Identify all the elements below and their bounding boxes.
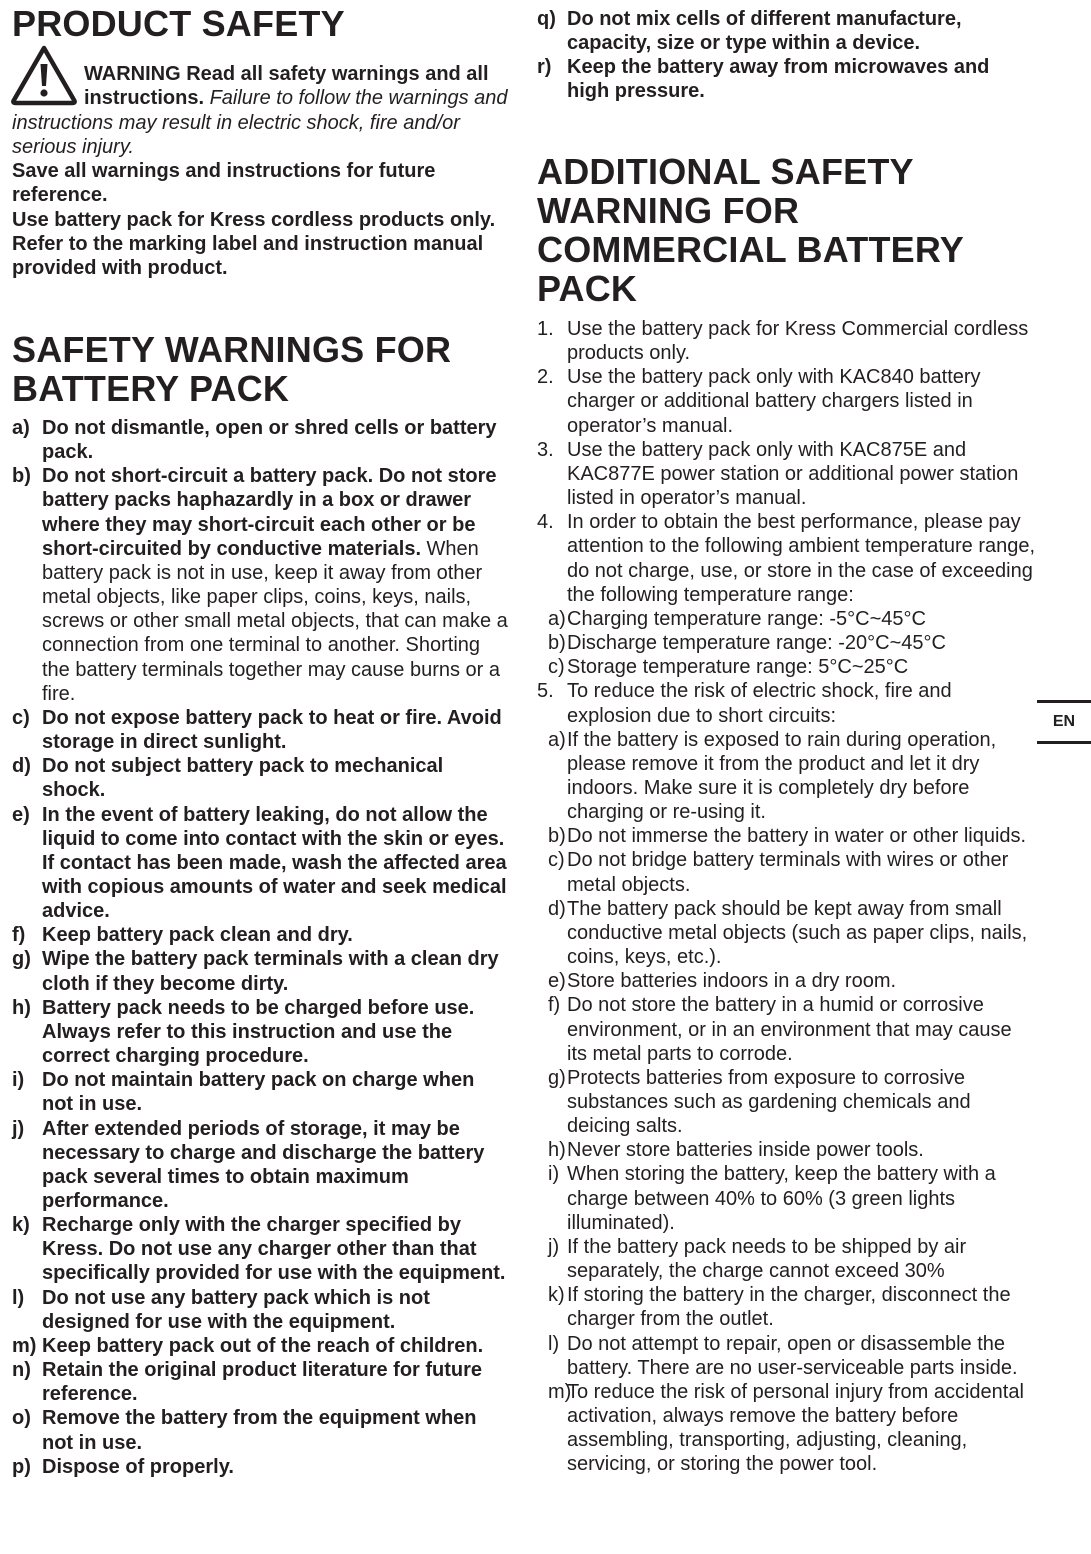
list-item-text: When storing the battery, keep the battery with a charge between 40% to 60% (3 green lights illuminated). (567, 1163, 996, 1234)
language-tab-label: EN (1052, 713, 1076, 730)
list-item-marker: 1. (537, 318, 554, 340)
list-item (12, 803, 510, 924)
list-item-bold-text: Retain the original product literature for future reference. (42, 1359, 483, 1406)
sub-list-item (537, 655, 1037, 679)
list-item-marker: f) (12, 924, 26, 947)
battery-warnings-continued-list (537, 7, 1037, 104)
list-item (537, 55, 1037, 103)
list-item-marker: g) (548, 1066, 566, 1089)
list-item (12, 996, 510, 1068)
list-item (12, 464, 510, 706)
list-item-bold-text: In the event of battery leaking, do not allow the liquid to come into contact with the skin or eyes. If contact has been made, wash the affected area with copious amounts of water and seek medical advice. (42, 803, 507, 923)
list-item-bold-text: Keep battery pack clean and dry. (42, 924, 353, 947)
list-item-bold-text: Do not short-circuit a battery pack. Do not store battery packs haphazardly in a box or drawer where they may short-circuit each other or be short-circuited by conductive materials. (42, 465, 497, 560)
list-item-marker: d) (548, 897, 566, 920)
sub-list-item (537, 969, 1037, 993)
list-item-marker: h) (12, 996, 31, 1019)
warning-bold-text: WARNING Read all safety warnings and all instructions. (84, 63, 489, 110)
list-item (12, 416, 510, 464)
list-item-marker: p) (12, 1455, 31, 1478)
list-item-bold-text: Battery pack needs to be charged before use. Always refer to this instruction and use the correct charging procedure. (42, 996, 475, 1068)
list-item (12, 1213, 510, 1285)
use-note: Use battery pack for Kress cordless products only. Refer to the marking label and instruction manual provided with product. (12, 208, 496, 280)
sub-list-item (537, 1283, 1037, 1331)
list-item-text: In order to obtain the best performance, please pay attention to the following ambient temperature range, do not charge, use, or store in the case of exceeding the following temperature range: (567, 511, 1036, 606)
list-item-marker: b) (12, 465, 31, 488)
list-item-marker: f) (548, 994, 561, 1017)
sub-list-item (537, 824, 1037, 848)
list-item-text: Protects batteries from exposure to corrosive substances such as gardening chemicals and deicing salts. (567, 1066, 971, 1138)
list-item (12, 947, 510, 995)
list-item-text: Do not store the battery in a humid or corrosive environment, or in an environment that may cause its metal parts to corrode. (567, 994, 1012, 1065)
list-item-text: If the battery is exposed to rain during operation, please remove it from the product and let it dry indoors. Make sure it is completely dry before charging or re-using it. (567, 728, 997, 824)
numbered-list-item (537, 365, 1037, 437)
list-item-bold-text: Keep battery pack out of the reach of children. (42, 1334, 484, 1357)
list-item (12, 1068, 510, 1116)
numbered-list-item (537, 510, 1037, 607)
list-item-text: Use the battery pack only with KAC840 battery charger or additional battery chargers listed in operator’s manual. (567, 366, 981, 437)
sub-list-item (537, 728, 1037, 825)
list-item-text: To reduce the risk of electric shock, fire and explosion due to short circuits: (567, 680, 952, 727)
title-additional-safety-warning: ADDITIONAL SAFETY WARNING FOR COMMERCIAL BATTERY PACK (537, 151, 964, 309)
list-item-bold-text: Do not dismantle, open or shred cells or battery pack. (42, 417, 497, 464)
list-item-marker: i) (12, 1069, 25, 1092)
commercial-battery-warnings-list (537, 317, 1037, 1477)
sub-list-item (537, 848, 1037, 896)
language-tab (1037, 700, 1091, 744)
list-item-text: The battery pack should be kept away from small conductive metal objects (such as paper clips, nails, coins, keys, etc.). (567, 897, 1028, 969)
warning-block (12, 44, 510, 281)
battery-warnings-list (12, 416, 510, 1479)
list-item-bold-text: Do not expose battery pack to heat or fire. Avoid storage in direct sunlight. (42, 706, 502, 754)
list-item (12, 1286, 510, 1334)
list-item-text: Do not attempt to repair, open or disassemble the battery. There are no user-serviceable parts inside. (567, 1332, 1018, 1379)
list-item-bold-text: After extended periods of storage, it may be necessary to charge and discharge the battery pack several times to obtain maximum performance. (42, 1117, 485, 1212)
list-item-marker: 3. (537, 438, 554, 461)
list-item-text: Do not immerse the battery in water or other liquids. (567, 825, 1027, 848)
title-product-safety: PRODUCT SAFETY (12, 3, 345, 44)
list-item-text: If the battery pack needs to be shipped by air separately, the charge cannot exceed 30% (567, 1235, 967, 1283)
list-item-marker: l) (12, 1286, 25, 1309)
list-item-text: Do not bridge battery terminals with wires or other metal objects. (567, 849, 1009, 896)
list-item (12, 1117, 510, 1214)
list-item (12, 1455, 510, 1479)
list-item-text: To reduce the risk of personal injury from accidental activation, always remove the battery before assembling, transporting, adjusting, cleaning, servicing, or storing the power tool. (567, 1380, 1024, 1476)
list-item-marker: a) (548, 728, 566, 751)
sub-list-item (537, 897, 1037, 969)
title-safety-warnings-battery: SAFETY WARNINGS FOR BATTERY PACK (12, 329, 452, 409)
list-item-marker: a) (548, 607, 566, 630)
list-item-bold-text: Do not subject battery pack to mechanical shock. (42, 755, 444, 802)
list-item-marker: c) (548, 656, 565, 679)
list-item (12, 754, 510, 802)
list-item-marker: o) (12, 1407, 31, 1430)
list-item-bold-text: Remove the battery from the equipment when not in use. (42, 1407, 477, 1454)
list-item-bold-text: Do not maintain battery pack on charge when not in use. (42, 1069, 475, 1116)
list-item-bold-text: Wipe the battery pack terminals with a clean dry cloth if they become dirty. (42, 948, 499, 995)
save-note: Save all warnings and instructions for future reference. (12, 160, 436, 207)
list-item-marker: m) (548, 1380, 572, 1403)
list-item-text: Storage temperature range: 5°C~25°C (567, 656, 909, 679)
list-item-bold-text: Dispose of properly. (42, 1455, 234, 1478)
list-item-marker: g) (12, 948, 31, 971)
list-item-marker: d) (12, 755, 31, 778)
list-item-marker: 2. (537, 366, 554, 389)
list-item-marker: l) (548, 1332, 560, 1355)
list-item-bold-text: Do not use any battery pack which is not designed for use with the equipment. (42, 1286, 430, 1333)
list-item (537, 7, 1037, 55)
list-item-marker: b) (548, 825, 566, 848)
list-item-marker: e) (12, 803, 30, 826)
list-item-marker: k) (548, 1284, 565, 1307)
list-item-marker: c) (548, 849, 565, 872)
numbered-list-item (537, 679, 1037, 727)
sub-list-item (537, 631, 1037, 655)
sub-list-item (537, 1332, 1037, 1380)
list-item-text: Charging temperature range: -5°C~45°C (567, 607, 926, 630)
list-item (12, 1358, 510, 1406)
list-item-text: Store batteries indoors in a dry room. (567, 970, 897, 993)
list-item-text: Use the battery pack for Kress Commercial cordless products only. (567, 318, 1029, 365)
list-item-marker: m) (12, 1334, 37, 1357)
list-item-marker: i) (548, 1163, 560, 1186)
list-item-marker: a) (12, 417, 30, 439)
sub-list-item (537, 1235, 1037, 1283)
sub-list-item (537, 1066, 1037, 1138)
sub-list-item (537, 1380, 1037, 1477)
list-item-marker: 4. (537, 511, 554, 534)
warning-italic-text: Failure to follow the warnings and instructions may result in electric shock, fire and/or serious injury. (12, 87, 508, 158)
list-item-marker: j) (12, 1117, 25, 1140)
list-item-marker: e) (548, 970, 566, 993)
list-item-marker: h) (548, 1139, 566, 1162)
list-item-marker: r) (537, 56, 552, 79)
list-item (12, 923, 510, 947)
list-item-text: Never store batteries inside power tools. (567, 1139, 924, 1162)
list-item-marker: c) (12, 706, 30, 729)
list-item (12, 1334, 510, 1358)
list-item-marker: k) (12, 1214, 30, 1237)
list-item-bold-text: Recharge only with the charger specified by Kress. Do not use any charger other than that specifically provided for use with the equipment. (42, 1214, 506, 1285)
list-item-text: Do not mix cells of different manufacture, capacity, size or type within a device. (567, 8, 962, 55)
sub-list-item (537, 993, 1037, 1065)
list-item-marker: n) (12, 1359, 31, 1382)
warning-triangle-icon (10, 44, 78, 106)
list-item (12, 706, 510, 754)
sub-list-item (537, 1162, 1037, 1234)
list-item (12, 1406, 510, 1454)
list-item-marker: q) (537, 8, 556, 30)
sub-list-item (537, 1138, 1037, 1162)
list-item-marker: b) (548, 632, 566, 655)
list-item-marker: 5. (537, 680, 554, 703)
list-item-text: Discharge temperature range: -20°C~45°C (567, 632, 946, 655)
list-item-marker: j) (548, 1235, 560, 1258)
sub-list-item (537, 607, 1037, 631)
list-item-text: Keep the battery away from microwaves and high pressure. (567, 56, 990, 103)
list-item-text: Use the battery pack only with KAC875E and KAC877E power station or additional power station listed in operator’s manual. (567, 438, 1019, 510)
numbered-list-item (537, 438, 1037, 510)
list-item-text: If storing the battery in the charger, disconnect the charger from the outlet. (567, 1284, 1011, 1331)
numbered-list-item (537, 317, 1037, 365)
list-item-normal-text: When battery pack is not in use, keep it away from other metal objects, like paper clips, coins, keys, nails, screws or other small metal objects, that can make a connection from one terminal to another. Shorting the battery terminals together may cause burns or a fire. (42, 537, 508, 705)
